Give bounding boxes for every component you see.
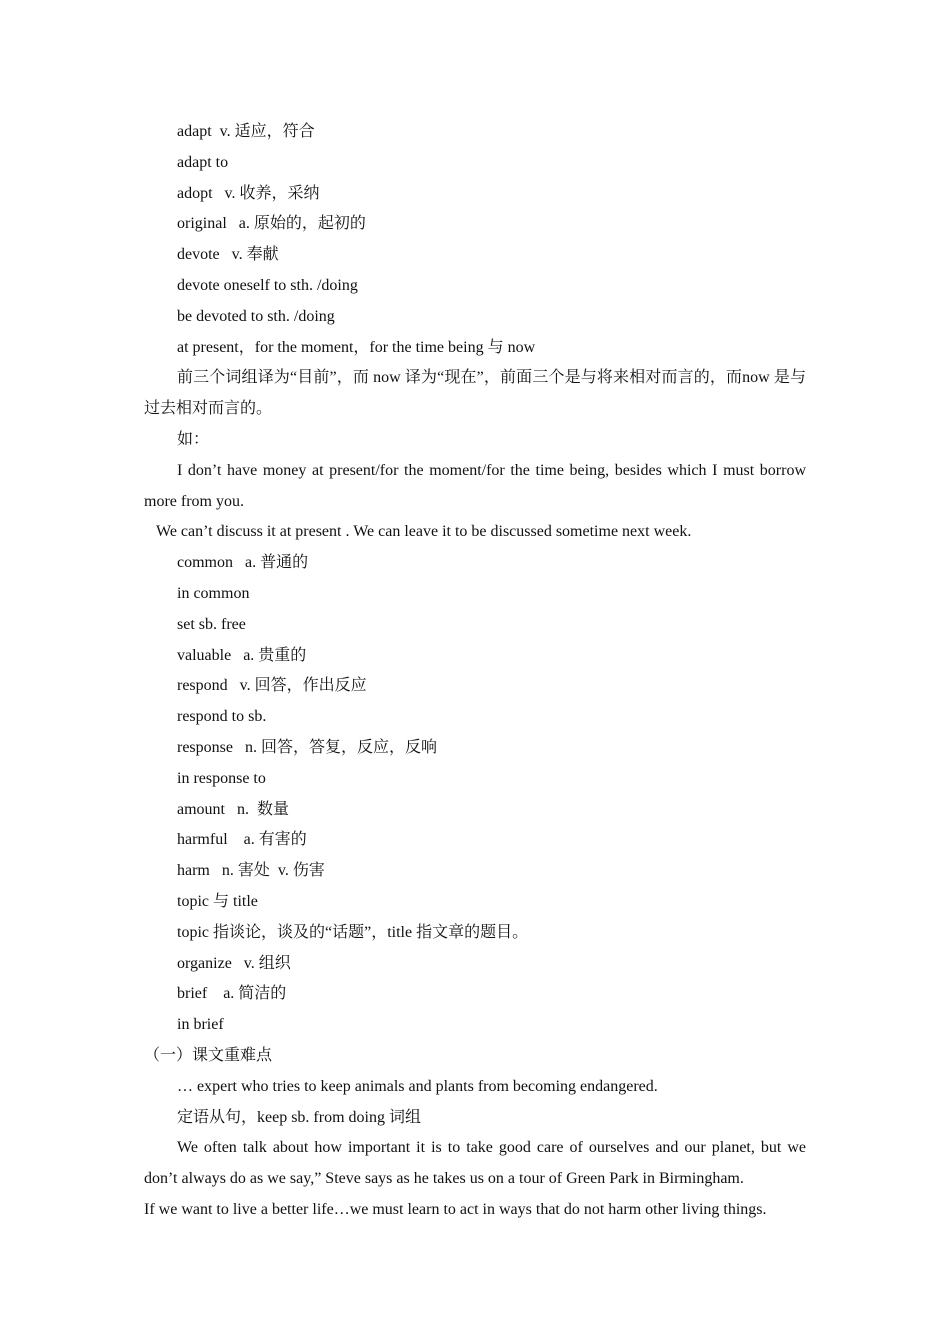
quote-paragraph: We often talk about how important it is to take good care of ourselves and our planet, but we don’t always do as we say,” Steve says as he takes us on a tour of Green Park in Birmingham. (144, 1139, 806, 1188)
vocab-line: common a. 普通的 (177, 554, 309, 572)
example-sentence: We can’t discuss it at present . We can leave it to be discussed sometime next week. (156, 523, 692, 541)
document-body (144, 117, 806, 1226)
vocab-line: brief a. 简洁的 (177, 985, 287, 1003)
vocab-line: organize v. 组织 (177, 954, 291, 972)
example-label: 如： (177, 430, 210, 448)
vocab-line: respond v. 回答，作出反应 (177, 677, 367, 695)
vocab-line: in response to (177, 769, 266, 787)
final-line: If we want to live a better life…we must learn to act in ways that do not harm other living things. (144, 1200, 767, 1218)
vocab-line: at present，for the moment，for the time being 与 now (177, 338, 536, 356)
vocab-line: topic 指谈论，谈及的“话题”，title 指文章的题目。 (177, 923, 529, 941)
vocab-line: set sb. free (177, 615, 246, 633)
vocab-line: amount n. 数量 (177, 800, 289, 818)
vocab-line: in brief (177, 1016, 224, 1034)
vocab-line: respond to sb. (177, 708, 267, 726)
vocab-line: adapt to (177, 153, 229, 171)
vocab-line: adopt v. 收养，采纳 (177, 184, 320, 202)
vocab-line: devote v. 奉献 (177, 246, 279, 264)
vocab-line: topic 与 title (177, 892, 258, 910)
vocab-line: response n. 回答，答复，反应，反响 (177, 738, 437, 756)
text-point: … expert who tries to keep animals and plants from becoming endangered. (177, 1077, 658, 1095)
example-sentence: I don’t have money at present/for the moment/for the time being, besides which I must borrow more from you. (144, 461, 806, 510)
vocab-line: harmful a. 有害的 (177, 831, 307, 849)
vocab-line: original a. 原始的，起初的 (177, 215, 366, 233)
section-heading: （一）课文重难点 (144, 1046, 273, 1064)
vocab-line: harm n. 害处 v. 伤害 (177, 862, 325, 880)
vocab-line: in common (177, 584, 250, 602)
note-paragraph: 前三个词组译为“目前”，而 now 译为“现在”，前面三个是与将来相对而言的，而now 是与过去相对而言的。 (144, 369, 806, 418)
text-point: 定语从句，keep sb. from doing 词组 (177, 1108, 421, 1126)
vocab-line: devote oneself to sth. /doing (177, 276, 358, 294)
vocab-line: valuable a. 贵重的 (177, 646, 307, 664)
vocab-line: adapt v. 适应，符合 (177, 123, 315, 140)
vocab-line: be devoted to sth. /doing (177, 307, 335, 325)
